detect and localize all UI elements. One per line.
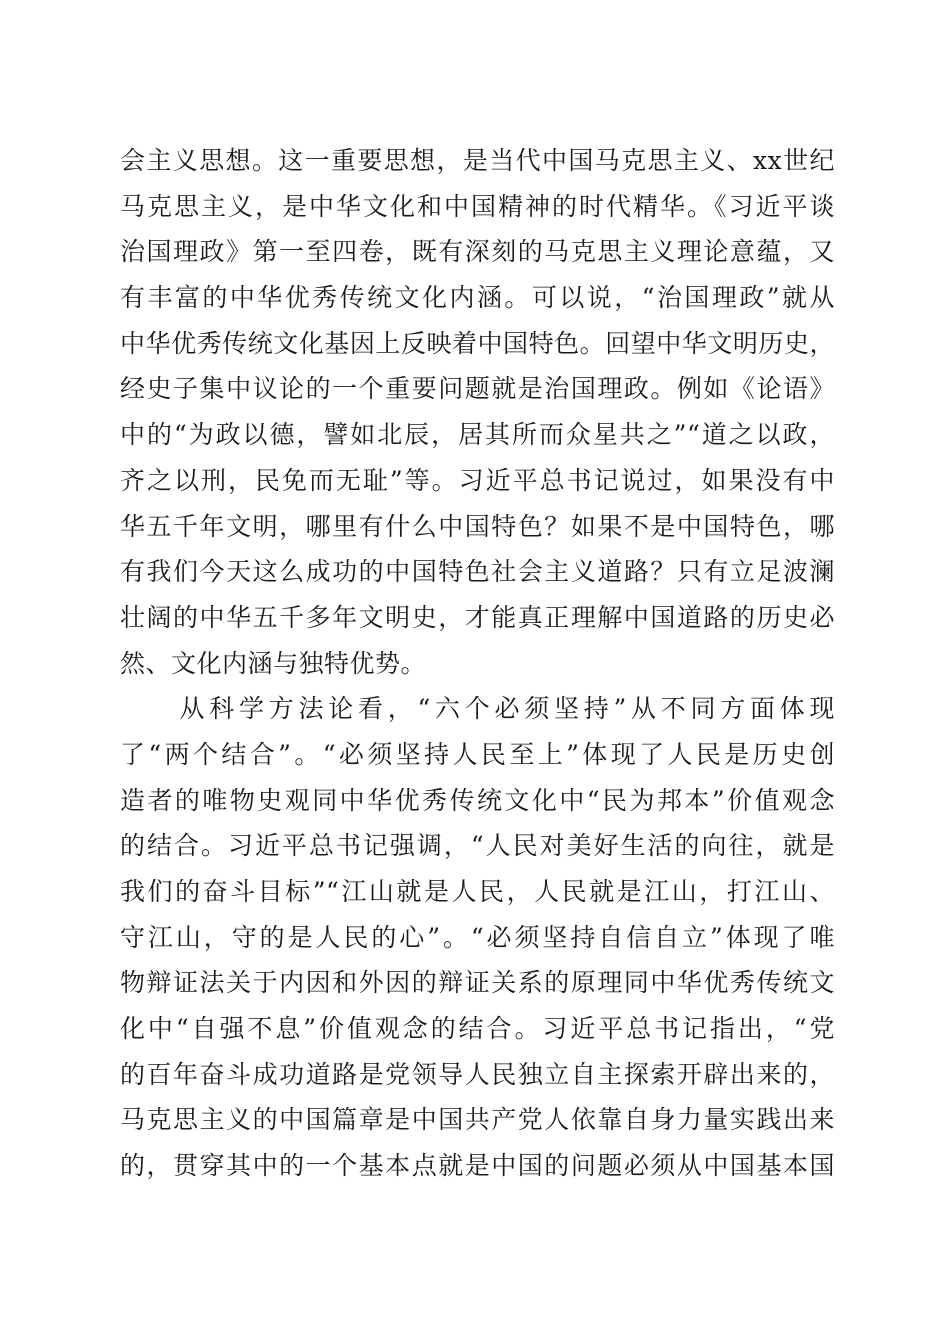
text-line: 的百年奋斗成功道路是党领导人民独立自主探索开辟出来的， [120, 1059, 835, 1089]
text-line: 经史子集中议论的一个重要问题就是治国理政。例如《论语》 [120, 374, 835, 404]
text-line: 华五千年文明，哪里有什么中国特色？如果不是中国特色，哪 [120, 511, 835, 541]
text-line: 齐之以刑，民免而无耻”等。习近平总书记说过，如果没有中 [120, 465, 835, 495]
body-text [120, 138, 835, 1189]
text-line: 守江山，守的是人民的心”。“必须坚持自信自立”体现了唯 [120, 922, 835, 952]
text-line: 的，贯穿其中的一个基本点就是中国的问题必须从中国基本国 [120, 1151, 835, 1181]
text-line: 造者的唯物史观同中华优秀传统文化中“民为邦本”价值观念 [120, 785, 835, 815]
text-line: 中华优秀传统文化基因上反映着中国特色。回望中华文明历史， [120, 328, 835, 358]
text-line: 中的“为政以德，譬如北辰，居其所而众星共之”“道之以政， [120, 420, 835, 450]
text-line: 有丰富的中华优秀传统文化内涵。可以说，“治国理政”就从 [120, 283, 835, 313]
paragraph-2 [120, 686, 835, 1189]
text-line: 物辩证法关于内因和外因的辩证关系的原理同中华优秀传统文 [120, 968, 835, 998]
text-line: 我们的奋斗目标”“江山就是人民，人民就是江山，打江山、 [120, 877, 835, 906]
text-line: 治国理政》第一至四卷，既有深刻的马克思主义理论意蕴，又 [120, 237, 835, 267]
text-line: 会主义思想。这一重要思想，是当代中国马克思主义、xx世纪 [120, 146, 835, 175]
text-line: 化中“自强不息”价值观念的结合。习近平总书记指出，“党 [120, 1014, 835, 1044]
text-line: 有我们今天这么成功的中国特色社会主义道路？只有立足波澜 [120, 557, 835, 587]
text-line: 壮阔的中华五千多年文明史，才能真正理解中国道路的历史必 [120, 602, 835, 632]
text-line: 从科学方法论看，“六个必须坚持”从不同方面体现 [120, 694, 835, 724]
text-line: 然、文化内涵与独特优势。 [120, 648, 427, 678]
text-line: 马克思主义，是中华文化和中国精神的时代精华。《习近平谈 [120, 191, 835, 221]
text-line: 的结合。习近平总书记强调，“人民对美好生活的向往，就是 [120, 831, 835, 861]
paragraph-1 [120, 138, 835, 686]
text-line: 马克思主义的中国篇章是中国共产党人依靠自身力量实践出来 [120, 1105, 835, 1135]
text-line: 了“两个结合”。“必须坚持人民至上”体现了人民是历史创 [120, 739, 835, 769]
